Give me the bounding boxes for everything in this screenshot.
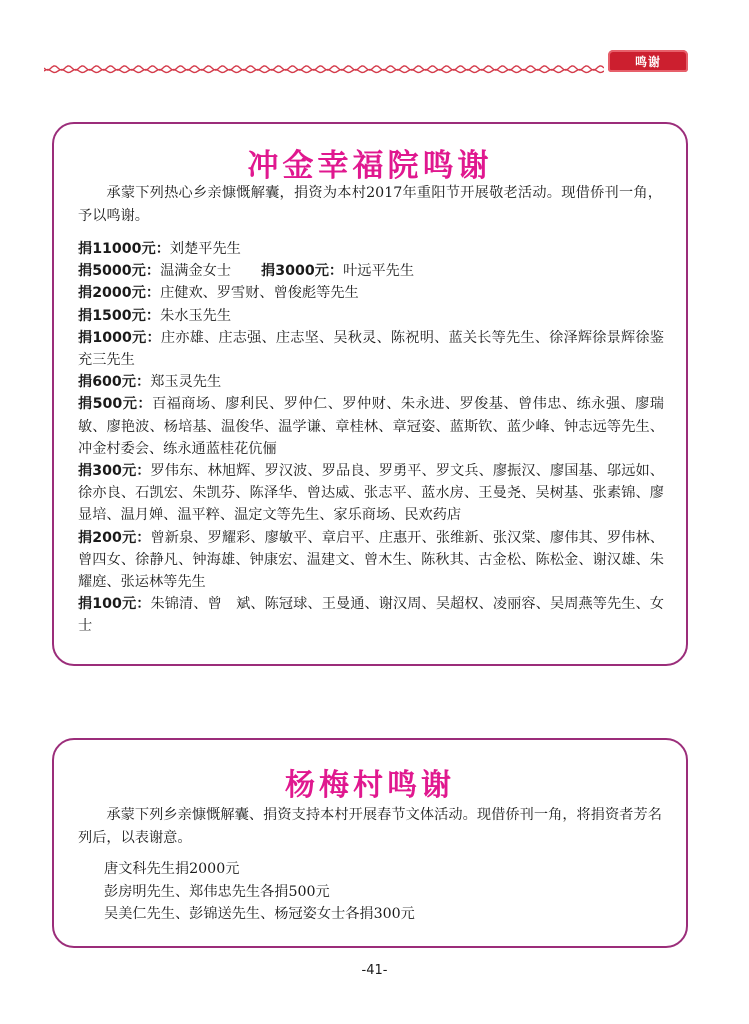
amount-label: 捐2000元： (78, 285, 161, 302)
donor-entry (78, 371, 664, 393)
donor-entry (78, 393, 664, 460)
acknowledgement-box-chongjin (52, 122, 688, 666)
donor-entry (78, 282, 664, 304)
section2-intro: 承蒙下列乡亲慷慨解囊、捐资支持本村开展春节文体活动。现借侨刊一角，将捐资者芳名列后，以表谢意。 (78, 807, 662, 846)
section1-title: 冲金幸福院鸣谢 (247, 148, 493, 184)
amount-label: 捐600元： (78, 374, 151, 391)
donor-names: 朱水玉先生 (160, 307, 232, 324)
section-tab (608, 50, 688, 72)
donor-lines (104, 858, 662, 926)
amount-label: 捐1500元： (78, 307, 161, 324)
section-tab-label: 鸣谢 (634, 54, 661, 69)
donor-names: 百福商场、廖利民、罗仲仁、罗仲财、朱永进、罗俊基、曾伟忠、练永强、廖瑞敏、廖艳波、杨培基、温俊华、温学谦、章桂林、章冠姿、蓝斯钦、蓝少峰、钟志远等先生、冲金村委会、练永通蓝桂花伉俪 (78, 396, 664, 457)
amount-label: 捐3000元： (261, 263, 344, 280)
section1-intro: 承蒙下列热心乡亲慷慨解囊，捐资为本村2017年重阳节开展敬老活动。现借侨刊一角，予以鸣谢。 (78, 185, 662, 224)
donor-line: 唐文科先生捐2000元 (104, 861, 240, 877)
donor-names: 曾新泉、罗耀彩、廖敏平、章启平、庄惠开、张维新、张汉棠、廖伟其、罗伟林、曾四女、徐静凡、钟海雄、钟康宏、温建文、曾木生、陈秋其、古金松、陈松金、谢汉雄、朱耀庭、张运林等先生 (78, 529, 664, 591)
donor-entry (78, 327, 664, 371)
donor-entry (78, 305, 664, 327)
donor-names: 刘楚平先生 (169, 241, 241, 257)
donor-entry (78, 593, 664, 637)
donor-names: 庄健欢、罗雪财、曾俊彪等先生 (160, 285, 359, 302)
donor-names: 庄亦雄、庄志强、庄志坚、吴秋灵、陈祝明、蓝关长等先生、徐泽辉徐景辉徐鉴充三先生 (78, 329, 664, 369)
donor-line: 吴美仁先生、彭锦送先生、杨冠姿女士各捐300元 (104, 906, 415, 922)
donor-entry (78, 238, 664, 260)
donor-entry (78, 260, 664, 282)
amount-label: 捐200元： (78, 529, 151, 546)
donor-entry (78, 460, 664, 527)
donor-entry (78, 527, 664, 594)
amount-label: 捐1000元： (78, 329, 161, 346)
amount-label: 捐100元： (78, 596, 151, 613)
donor-names: 郑玉灵先生 (150, 374, 222, 391)
amount-label: 捐5000元： (78, 263, 161, 280)
donor-list (78, 238, 664, 638)
amount-label: 捐500元： (78, 396, 152, 413)
donor-names: 叶远平先生 (343, 263, 415, 280)
amount-label: 捐300元： (78, 463, 151, 480)
donor-names: 朱锦清、曾 斌、陈冠球、王曼通、谢汉周、吴超权、凌丽容、吴周燕等先生、女士 (78, 596, 664, 635)
amount-label: 捐11000元： (78, 241, 170, 257)
section2-title: 杨梅村鸣谢 (285, 768, 455, 803)
decorative-wave-line (44, 63, 604, 75)
donor-names: 温满金女士 (160, 263, 232, 280)
page-number: -41- (361, 963, 388, 978)
donor-names: 罗伟东、林旭辉、罗汉波、罗品良、罗勇平、罗文兵、廖振汉、廖国基、邬远如、徐亦良、石凯宏、朱凯芬、陈泽华、曾达威、张志平、蓝水房、王曼尧、吴树基、张素锦、廖显培、温月婵、温平粹、温定文等先生、家乐商场、民欢药店 (78, 463, 664, 524)
acknowledgement-box-yangmei (52, 738, 688, 948)
donor-line: 彭房明先生、郑伟忠先生各捐500元 (104, 883, 330, 900)
